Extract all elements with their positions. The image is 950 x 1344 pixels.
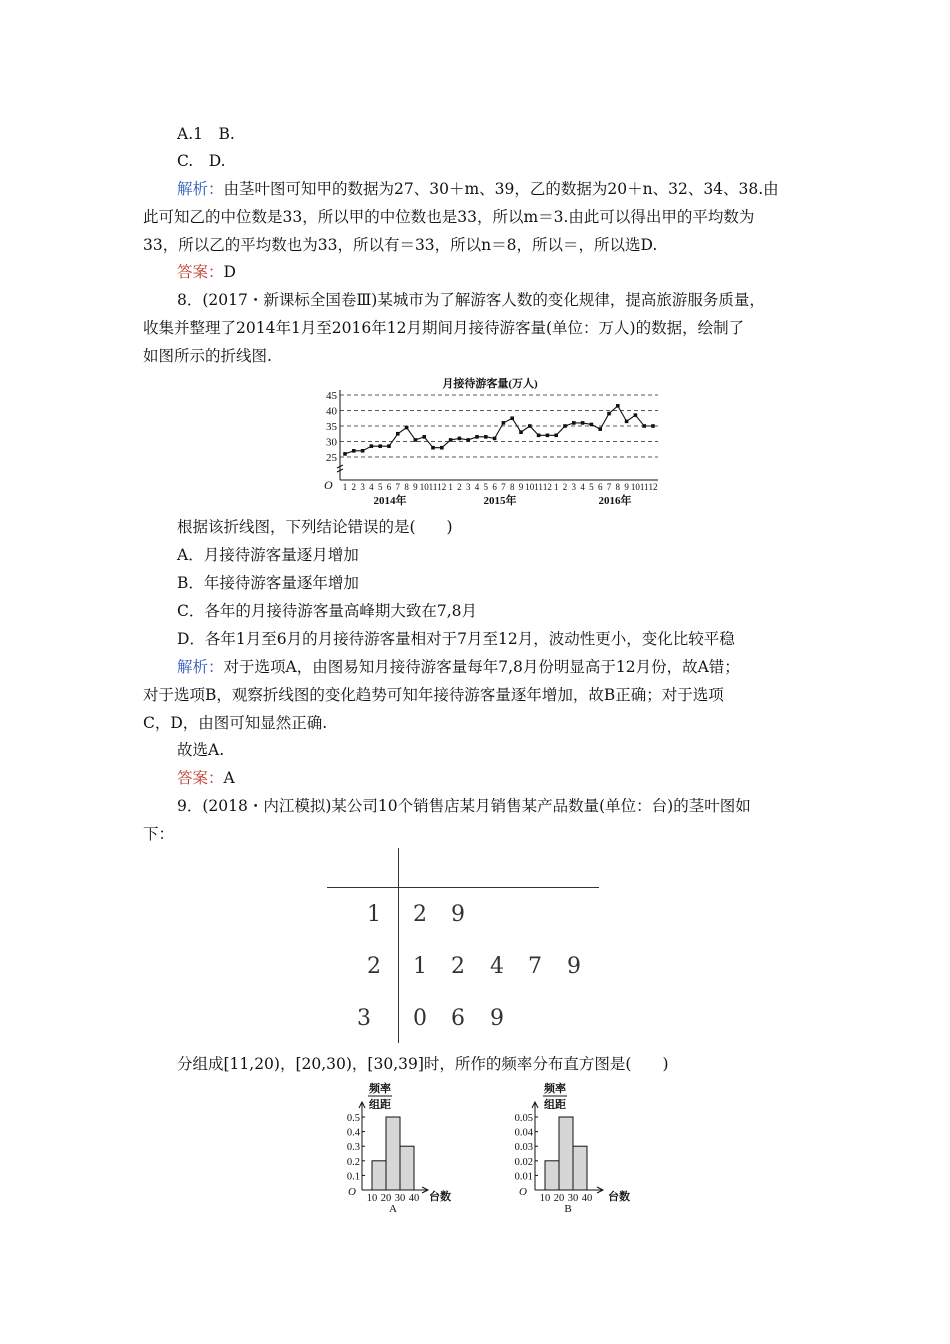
line-chart-xtick-label: 12: [542, 482, 552, 492]
line-chart-xtick-label: 6: [597, 482, 603, 492]
line-chart: [310, 372, 670, 512]
line-chart-xtick-label: 7: [395, 482, 401, 492]
line-chart-xtick-label: 3: [360, 482, 365, 492]
q7-options-cd: C. D.: [177, 152, 226, 170]
line-chart-point: [475, 435, 479, 439]
line-chart-point: [414, 438, 418, 442]
hist-a-bar: [372, 1161, 386, 1190]
line-chart-xtick-label: 11: [534, 482, 543, 492]
year-label-2016: 2016年: [598, 495, 632, 507]
line-chart-point: [607, 412, 611, 416]
line-chart-xtick-label: 2: [562, 482, 568, 492]
line-chart-point: [581, 421, 585, 425]
hist-b-ytick-label: 0.01: [514, 1171, 533, 1183]
q8-analysis-line-3: C，D，由图可知显然正确.: [143, 714, 328, 732]
hist-b-ylabel-bottom: 组距: [544, 1099, 566, 1111]
q8-analysis-text-1: 对于选项A，由图易知月接待游客量每年7,8月份明显高于12月份，故A错；: [223, 658, 740, 676]
line-chart-xtick-label: 8: [404, 482, 409, 492]
hist-a-ytick-label: 0.1: [346, 1171, 360, 1183]
q8-option-c: C．各年的月接待游客量高峰期大致在7,8月: [177, 602, 478, 620]
line-chart-xtick-label: 10: [525, 482, 535, 492]
q8-question: 根据该折线图，下列结论错误的是( ): [177, 518, 453, 536]
hist-b-bar: [559, 1117, 573, 1190]
analysis-label: 解析：: [177, 658, 224, 676]
q9-stem-line-2: 下：: [143, 825, 175, 843]
line-chart-xtick-label: 9: [413, 482, 418, 492]
line-chart-point: [528, 424, 532, 428]
line-chart-xtick-label: 4: [369, 482, 374, 492]
line-chart-point: [502, 421, 506, 425]
leaf-value: 2: [413, 902, 427, 927]
hist-a-xtick-label: 10: [366, 1193, 378, 1204]
stem-leaf-horizontal-rule: [327, 887, 599, 888]
q7-answer: [177, 262, 236, 282]
line-chart-point: [458, 437, 462, 441]
line-chart-xtick-label: 9: [518, 482, 524, 492]
hist-a-xtick-label: 30: [394, 1193, 406, 1204]
q7-analysis-line-3: 33，所以乙的平均数也为33，所以有＝33，所以n＝8，所以＝，所以选D.: [143, 236, 658, 254]
line-chart-point: [510, 416, 514, 420]
line-chart-ytick-label: 40: [326, 405, 337, 418]
line-chart-point: [537, 434, 541, 438]
line-chart-point: [546, 434, 550, 438]
line-chart-ytick-label: 35: [326, 421, 337, 433]
q8-answer-value: A: [223, 769, 235, 787]
hist-a-bar: [400, 1146, 414, 1190]
line-chart-xtick-label: 4: [474, 482, 480, 492]
line-chart-point: [422, 435, 426, 439]
line-chart-xtick-label: 5: [589, 482, 594, 492]
hist-a-ytick-label: 0.2: [346, 1156, 360, 1168]
line-chart-point: [598, 427, 602, 431]
q9-stem-line-1: 9．(2018・内江模拟)某公司10个销售店某月销售某产品数量(单位：台)的茎叶图如: [177, 797, 751, 815]
line-chart-point: [361, 449, 365, 453]
line-chart-xtick-label: 5: [377, 482, 383, 492]
hist-b-xlabel: 台数: [608, 1191, 630, 1203]
hist-b-bar: [573, 1146, 587, 1190]
q8-analysis-line-1: [177, 657, 740, 677]
q8-stem-line-3: 如图所示的折线图.: [143, 347, 272, 365]
leaf-value: 1: [413, 954, 427, 979]
line-chart-xtick-label: 9: [624, 482, 629, 492]
line-chart-xtick-label: 12: [437, 482, 447, 492]
year-label-2015: 2015年: [483, 495, 517, 507]
line-chart-point: [563, 424, 567, 428]
hist-a-caption: A: [389, 1203, 397, 1215]
line-chart-point: [405, 426, 409, 430]
line-chart-point: [634, 413, 638, 417]
hist-a-xlabel: 台数: [429, 1191, 451, 1203]
stem-leaf-plot: [327, 848, 602, 1048]
line-chart-xtick-label: 11: [428, 482, 438, 492]
line-chart-point: [484, 435, 488, 439]
q7-options-ab: A.1 B.: [177, 125, 235, 143]
hist-a-xtick-label: 40: [408, 1193, 420, 1204]
q8-option-a: A．月接待游客量逐月增加: [177, 546, 359, 564]
hist-b-xtick-label: 10: [539, 1193, 551, 1204]
hist-a-ytick-label: 0.5: [346, 1113, 360, 1124]
line-chart-xtick-label: 1: [342, 482, 348, 492]
leaf-value: 6: [451, 1006, 465, 1031]
line-chart-xtick-label: 6: [386, 482, 392, 492]
line-chart-xtick-label: 12: [648, 482, 658, 492]
q7-answer-value: D: [223, 263, 236, 281]
line-chart-ytick-label: 25: [326, 452, 337, 464]
hist-a-ytick-label: 0.3: [346, 1142, 360, 1154]
line-chart-point: [519, 430, 523, 434]
line-chart-point: [449, 438, 453, 442]
leaf-value: 0: [413, 1006, 427, 1031]
line-chart-xtick-label: 2: [457, 482, 462, 492]
line-chart-series-line: [345, 406, 653, 454]
q9-question: 分组成[11,20)，[20,30)，[30,39]时，所作的频率分布直方图是( ): [177, 1055, 669, 1073]
leaf-value: 9: [451, 902, 465, 927]
line-chart-xtick-label: 6: [492, 482, 497, 492]
hist-a-ytick-label: 0.4: [346, 1127, 360, 1139]
leaf-value: 2: [451, 954, 465, 979]
line-chart-title: 月接待游客量(万人): [442, 378, 538, 390]
line-chart-ytick-label: 30: [326, 436, 337, 449]
stem-value: 2: [367, 954, 381, 979]
q7-analysis-text-1: 由茎叶图可知甲的数据为27、30＋m、39，乙的数据为20＋n、32、34、38.由: [223, 180, 779, 198]
answer-label: 答案：: [177, 263, 224, 281]
line-chart-point: [590, 423, 594, 427]
line-chart-point: [572, 421, 576, 425]
line-chart-xtick-label: 5: [483, 482, 489, 492]
stem-leaf-vertical-rule: [398, 848, 399, 1043]
line-chart-point: [396, 432, 400, 436]
line-chart-xtick-label: 4: [580, 482, 585, 492]
line-chart-xtick-label: 1: [553, 482, 559, 492]
line-chart-xtick-label: 10: [630, 482, 640, 492]
hist-b-ytick-label: 0.04: [514, 1127, 533, 1139]
analysis-label: 解析：: [177, 180, 224, 198]
line-chart-xtick-label: 3: [571, 482, 577, 492]
hist-a-ylabel-top: 频率: [369, 1083, 391, 1095]
line-chart-point: [387, 444, 391, 448]
q8-option-b: B．年接待游客量逐年增加: [177, 574, 359, 592]
hist-b-caption: B: [564, 1203, 572, 1215]
q8-conclusion: 故选A.: [177, 741, 225, 759]
line-chart-ytick-label: 45: [326, 390, 337, 402]
hist-b-ytick-label: 0.03: [514, 1142, 533, 1154]
line-chart-xtick-label: 7: [501, 482, 506, 492]
line-chart-point: [493, 437, 497, 441]
hist-a-ylabel-bottom: 组距: [369, 1099, 391, 1111]
answer-label: 答案：: [177, 769, 224, 787]
line-chart-xtick-label: 10: [419, 482, 429, 492]
line-chart-point: [625, 420, 629, 424]
q8-answer: [177, 768, 235, 788]
hist-b-xtick-label: 40: [581, 1193, 593, 1204]
hist-a-xtick-label: 20: [380, 1193, 392, 1204]
line-chart-xtick-label: 3: [465, 482, 471, 492]
leaf-value: 4: [490, 954, 504, 979]
q7-analysis-line-1: [177, 179, 779, 199]
year-label-2014: 2014年: [373, 495, 407, 507]
line-chart-point: [370, 444, 374, 448]
line-chart-xtick-label: 11: [639, 482, 649, 492]
hist-b-origin: O: [519, 1186, 527, 1198]
hist-b-ytick-label: 0.05: [514, 1113, 533, 1124]
hist-b-ylabel-top: 频率: [544, 1083, 566, 1095]
line-chart-xtick-label: 2: [351, 482, 357, 492]
hist-a-origin: O: [348, 1186, 356, 1198]
histogram-a: [330, 1080, 460, 1215]
line-chart-point: [616, 404, 620, 408]
leaf-value: 9: [490, 1006, 504, 1031]
hist-b-bar: [545, 1161, 559, 1190]
line-chart-point: [554, 434, 558, 438]
q8-option-d: D．各年1月至6月的月接待游客量相对于7月至12月，波动性更小，变化比较平稳: [177, 630, 735, 648]
line-chart-point: [431, 446, 435, 450]
hist-b-xtick-label: 20: [553, 1193, 565, 1204]
stem-value: 1: [367, 902, 381, 927]
leaf-value: 7: [528, 954, 542, 979]
line-chart-point: [440, 446, 444, 450]
line-chart-point: [343, 452, 347, 456]
line-chart-point: [651, 424, 655, 428]
line-chart-point: [352, 449, 356, 453]
line-chart-xtick-label: 8: [509, 482, 515, 492]
q8-analysis-line-2: 对于选项B，观察折线图的变化趋势可知年接待游客量逐年增加，故B正确；对于选项: [143, 686, 724, 704]
histogram-b: [505, 1080, 640, 1215]
q7-analysis-line-2: 此可知乙的中位数是33，所以甲的中位数也是33，所以m＝3.由此可以得出甲的平均数为: [143, 208, 755, 226]
q8-stem-line-2: 收集并整理了2014年1月至2016年12月期间月接待游客量(单位：万人)的数据，绘制了: [143, 319, 745, 337]
line-chart-point: [642, 424, 646, 428]
line-chart-xtick-label: 8: [615, 482, 621, 492]
stem-value: 3: [357, 1006, 371, 1031]
hist-b-ytick-label: 0.02: [514, 1156, 533, 1168]
leaf-value: 9: [567, 954, 581, 979]
line-chart-point: [378, 444, 382, 448]
line-chart-xtick-label: 1: [448, 482, 453, 492]
hist-a-bar: [386, 1117, 400, 1190]
hist-b-xtick-label: 30: [567, 1193, 579, 1204]
line-chart-origin: O: [324, 478, 333, 492]
line-chart-point: [466, 438, 470, 442]
q8-stem-line-1: 8．(2017・新课标全国卷Ⅲ)某城市为了解游客人数的变化规律，提高旅游服务质量，: [177, 291, 765, 309]
line-chart-xtick-label: 7: [606, 482, 612, 492]
